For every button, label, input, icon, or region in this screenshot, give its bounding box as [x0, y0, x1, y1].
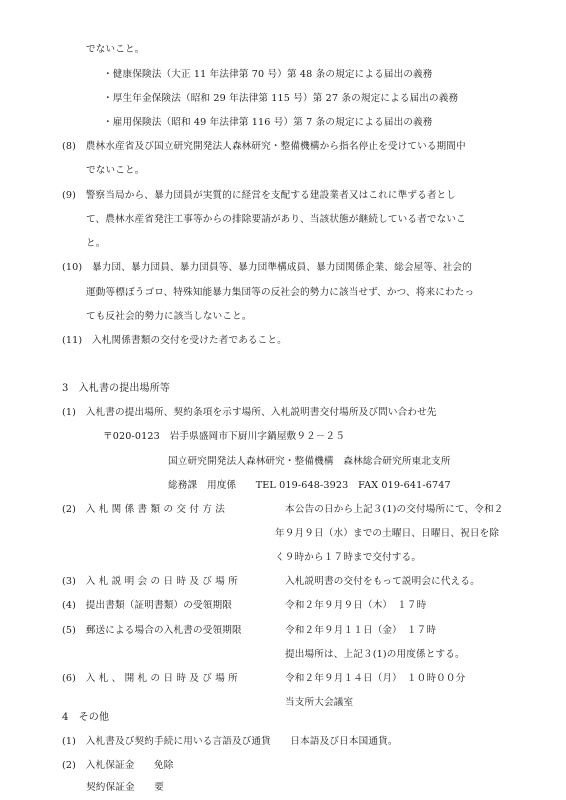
section-heading-4: 4 その他	[62, 712, 110, 723]
text-line: ても反社会的勢力に該当しないこと。	[86, 311, 252, 322]
text-line: でないこと。	[86, 165, 145, 176]
section-heading-3: 3 入札書の提出場所等	[62, 383, 171, 394]
clause-4-1: (1) 入札書及び契約手続に用いる言語及び通貨 日本語及び日本国通貨。	[62, 736, 398, 747]
clause-3-6-label: (6) 入 札 、 開 札 の 日 時 及 び 場 所	[62, 673, 238, 684]
list-item-health-insurance: ・健康保険法（大正 11 年法律第 70 号）第 48 条の規定による届出の義務	[103, 69, 433, 80]
clause-4-2: (2) 入札保証金 免除	[62, 760, 174, 771]
text-line: と。	[86, 238, 106, 249]
list-item-employment-insurance: ・雇用保険法（昭和 49 年法律第 116 号）第 7 条の規定による届出の義務	[103, 117, 433, 128]
text-line: く９時から１７時まで交付する。	[275, 552, 422, 563]
text-line: 提出場所は、上記３(1)の用度係とする。	[285, 649, 465, 660]
clause-3-3-value: 入札説明書の交付をもって説明会に代える。	[285, 576, 480, 587]
clause-3-4-label: (4) 提出書類（証明書類）の受領期限	[62, 600, 232, 611]
clause-10: (10) 暴力団、暴力団員、暴力団員等、暴力団準構成員、暴力団関係企業、総会屋等、社会的	[62, 262, 473, 273]
clause-8: (8) 農林水産省及び国立研究開発法人森林研究・整備機構から指名停止を受けている期間中	[62, 141, 466, 152]
text-line: 運動等標ぼうゴロ、特殊知能暴力集団等の反社会的勢力に該当せず、かつ、将来にわたっ	[86, 287, 475, 298]
clause-3-5-value: 令和２年９月１１日（金） １７時	[285, 625, 437, 636]
clause-3-1: (1) 入札書の提出場所、契約条項を示す場所、入札説明書交付場所及び問い合わせ先	[62, 407, 437, 418]
clause-3-5-label: (5) 郵送による場合の入札書の受領期限	[62, 625, 242, 636]
contact-info: 総務課 用度係 TEL 019-648-3923 FAX 019-641-6747	[168, 480, 451, 491]
text-line: 年９月９日（水）までの土曜日、日曜日、祝日を除	[275, 528, 500, 539]
clause-11: (11) 入札関係書類の交付を受けた者であること。	[62, 335, 287, 346]
text-line: 契約保証金 要	[86, 782, 164, 793]
text-line: て、農林水産省発注工事等からの排除要請があり、当該状態が継続している者でないこ	[86, 214, 466, 225]
clause-3-3-label: (3) 入 札 説 明 会 の 日 時 及 び 場 所	[62, 576, 238, 587]
clause-3-4-value: 令和２年９月９日（木） １７時	[285, 600, 427, 611]
postal-address: 〒020-0123 岩手県盛岡市下厨川字鍋屋敷９２－２５	[103, 431, 346, 442]
text-line: でないこと。	[86, 44, 145, 55]
clause-3-2-label: (2) 入 札 関 係 書 類 の 交 付 方 法	[62, 504, 225, 515]
list-item-pension-insurance: ・厚生年金保険法（昭和 29 年法律第 115 号）第 27 条の規定による届出の義務	[103, 93, 459, 104]
clause-9: (9) 警察当局から、暴力団員が実質的に経営を支配する建設業者又はこれに準ずる者とし	[62, 190, 457, 201]
organization-name: 国立研究開発法人森林研究・整備機構 森林総合研究所東北支所	[168, 456, 451, 467]
clause-3-6-value: 令和２年９月１４日（月） １０時００分	[285, 673, 466, 684]
clause-3-2-value: 本公告の日から上記３(1)の交付場所にて、令和２	[285, 504, 504, 515]
text-line: 当支所大会議室	[285, 697, 354, 708]
